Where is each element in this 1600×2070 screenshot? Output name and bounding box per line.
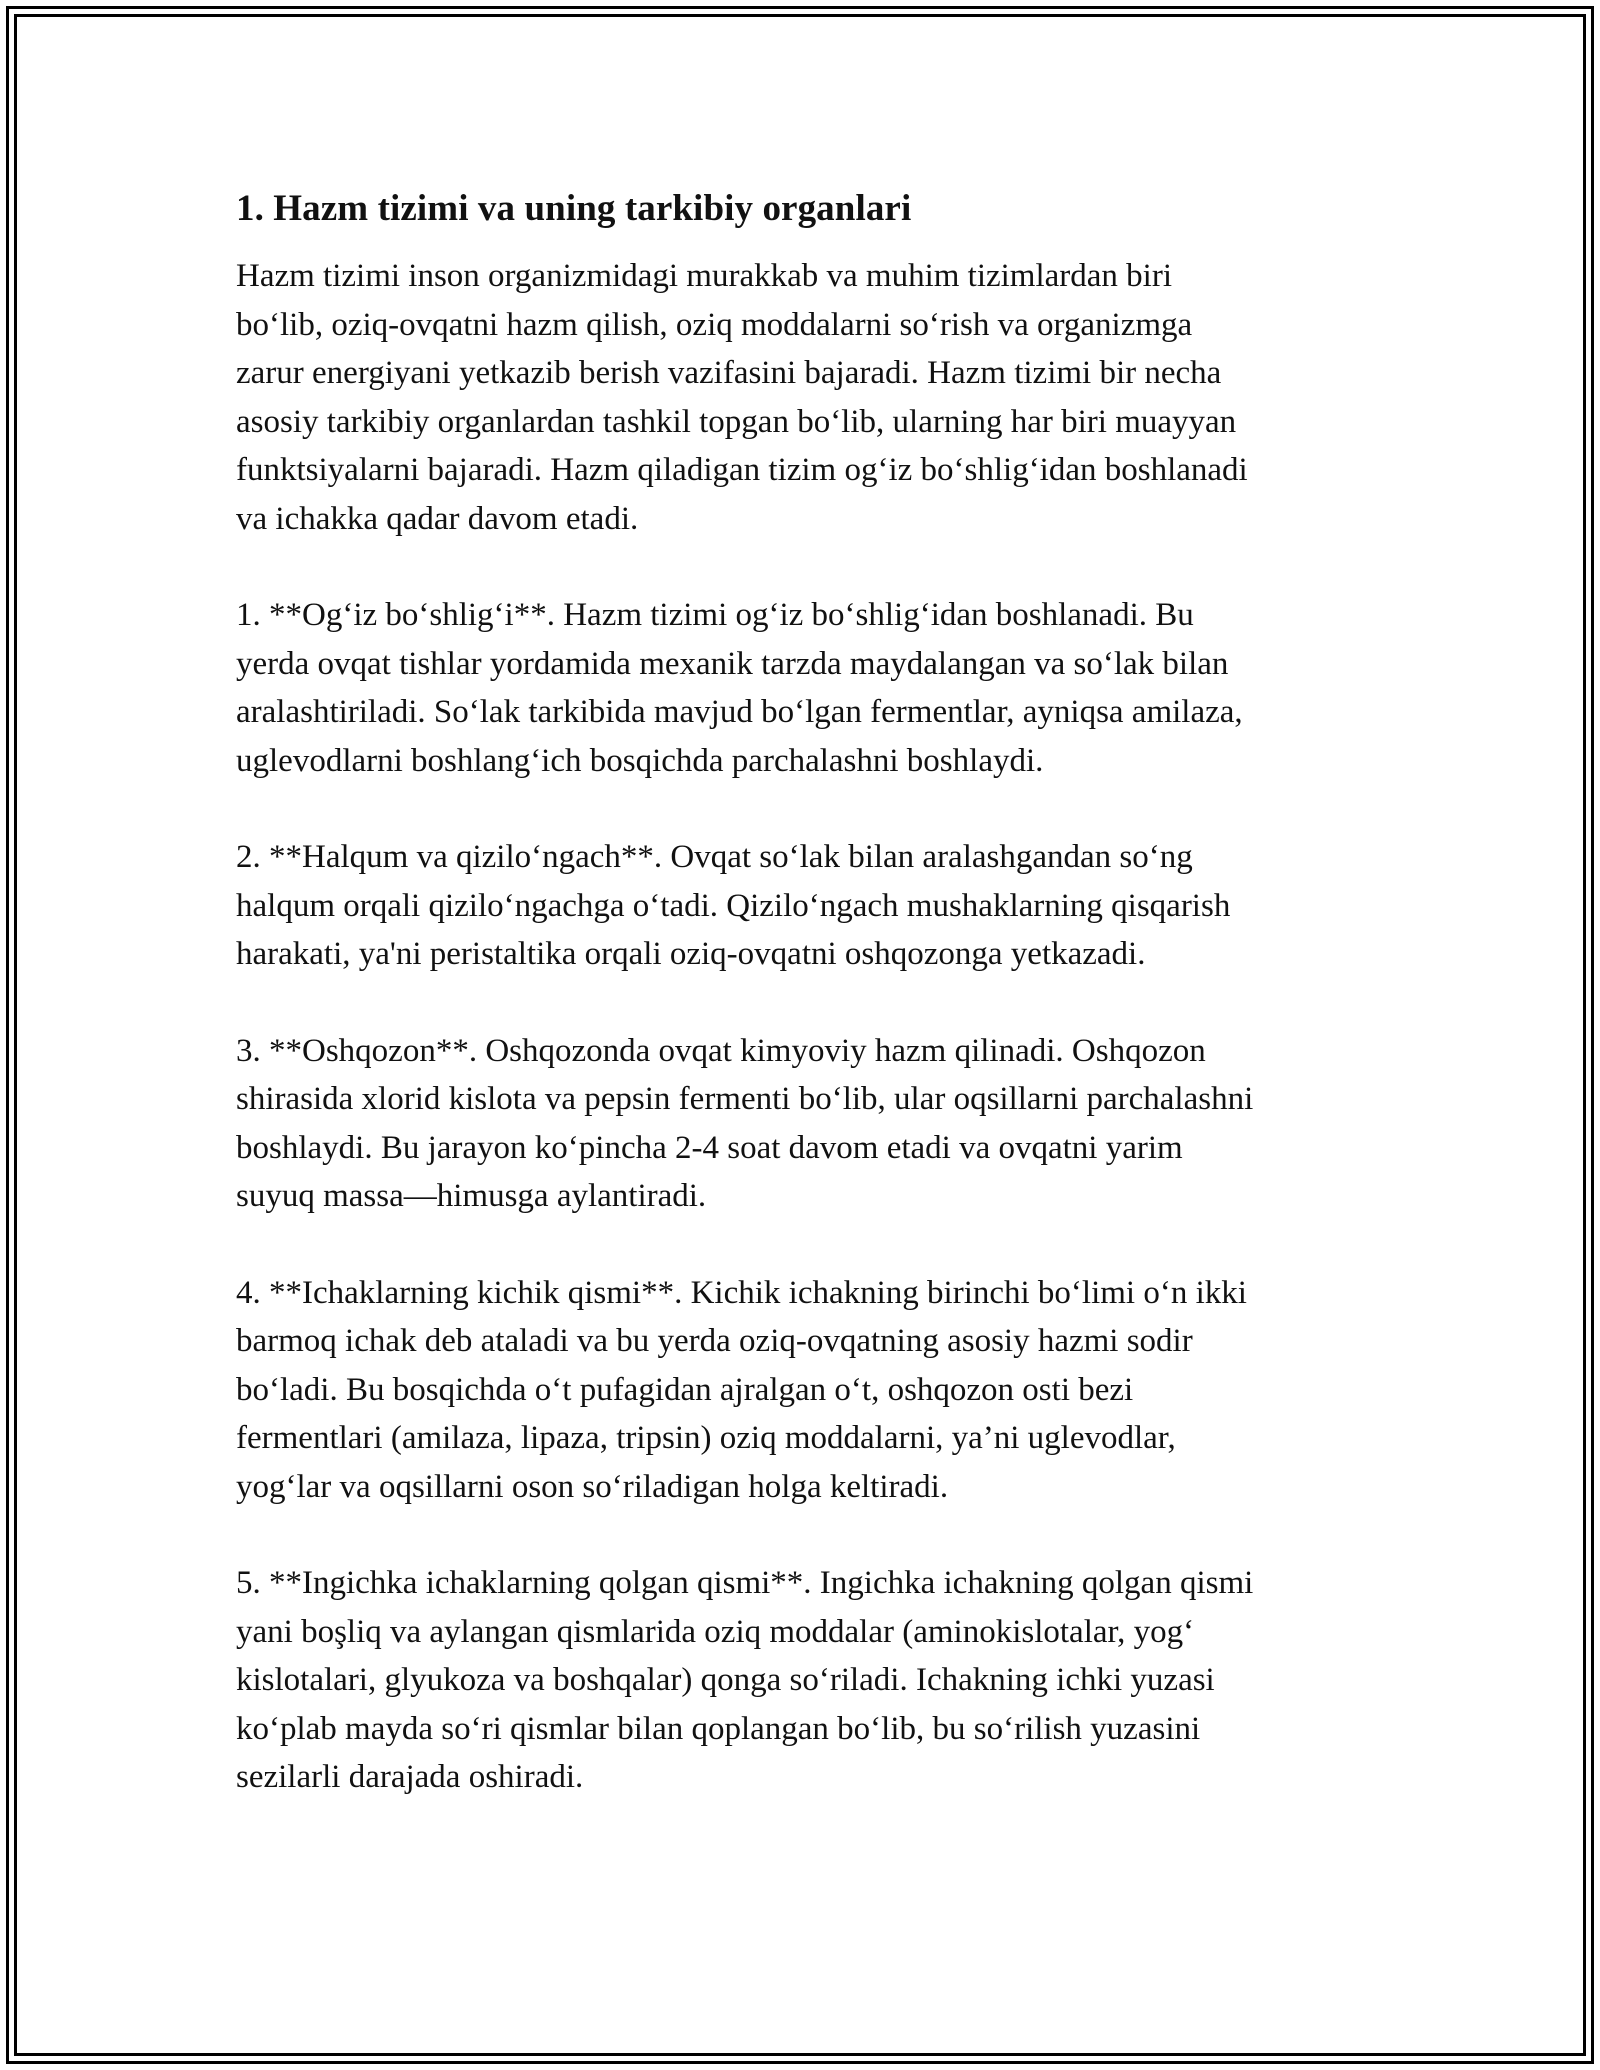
document-body <box>236 186 1382 1802</box>
paragraph-pharynx-esophagus: 2. **Halqum va qizilo‘ngach**. Ovqat so‘lak bilan aralashgandan so‘ng halqum orqali qizilo‘ngachga o‘tadi. Qizilo‘ngach mushaklarning qisqarish harakati, ya'ni peristaltika orqali oziq-ovqatni oshqozonga yetkazadi. <box>236 839 1231 972</box>
paragraph-remaining-intestine: 5. **Ingichka ichaklarning qolgan qismi**. Ingichka ichakning qolgan qismi yani boşliq va aylangan qismlarida oziq moddalar (aminokislotalar, yog‘ kislotalari, glyukoza va boshqalar) qonga so‘riladi. Ichakning ichki yuzasi ko‘plab mayda so‘ri qismlar bilan qoplangan bo‘lib, bu so‘rilish yuzasini sezilarli darajada oshiradi. <box>236 1565 1254 1795</box>
intro-paragraph: Hazm tizimi inson organizmidagi murakkab va muhim tizimlardan biri bo‘lib, oziq-ovqatni hazm qilish, oziq moddalarni so‘rish va organizmga zarur energiyani yetkazib berish vazifasini bajaradi. Hazm tizimi bir necha asosiy tarkibiy organlardan tashkil topgan bo‘lib, ularning har biri muayyan funktsiyalarni bajaradi. Hazm qiladigan tizim og‘iz bo‘shlig‘idan boshlanadi va ichakka qadar davom etadi. <box>236 258 1248 537</box>
paragraph-oral-cavity: 1. **Og‘iz bo‘shlig‘i**. Hazm tizimi og‘iz bo‘shlig‘idan boshlanadi. Bu yerda ovqat tishlar yordamida mexanik tarzda maydalangan va so‘lak bilan aralashtiriladi. So‘lak tarkibida mavjud bo‘lgan fermentlar, ayniqsa amilaza, uglevodlarni boshlang‘ich bosqichda parchalashni boshlaydi. <box>236 597 1243 779</box>
paragraph-stomach: 3. **Oshqozon**. Oshqozonda ovqat kimyoviy hazm qilinadi. Oshqozon shirasida xlorid kislota va pepsin fermenti bo‘lib, ular oqsillarni parchalashni boshlaydi. Bu jarayon ko‘pincha 2-4 soat davom etadi va ovqatni yarim suyuq massa—himusga aylantiradi. <box>236 1032 1254 1214</box>
paragraph-small-intestine: 4. **Ichaklarning kichik qismi**. Kichik ichakning birinchi bo‘limi o‘n ikki barmoq ichak deb ataladi va bu yerda oziq-ovqatning asosiy hazmi sodir bo‘ladi. Bu bosqichda o‘t pufagidan ajralgan o‘t, oshqozon osti bezi fermentlari (amilaza, lipaza, tripsin) oziq moddalarni, ya’ni uglevodlar, yog‘lar va oqsillarni oson so‘riladigan holga keltiradi. <box>236 1274 1247 1505</box>
section-heading: 1. Hazm tizimi va uning tarkibiy organlari <box>236 188 912 229</box>
